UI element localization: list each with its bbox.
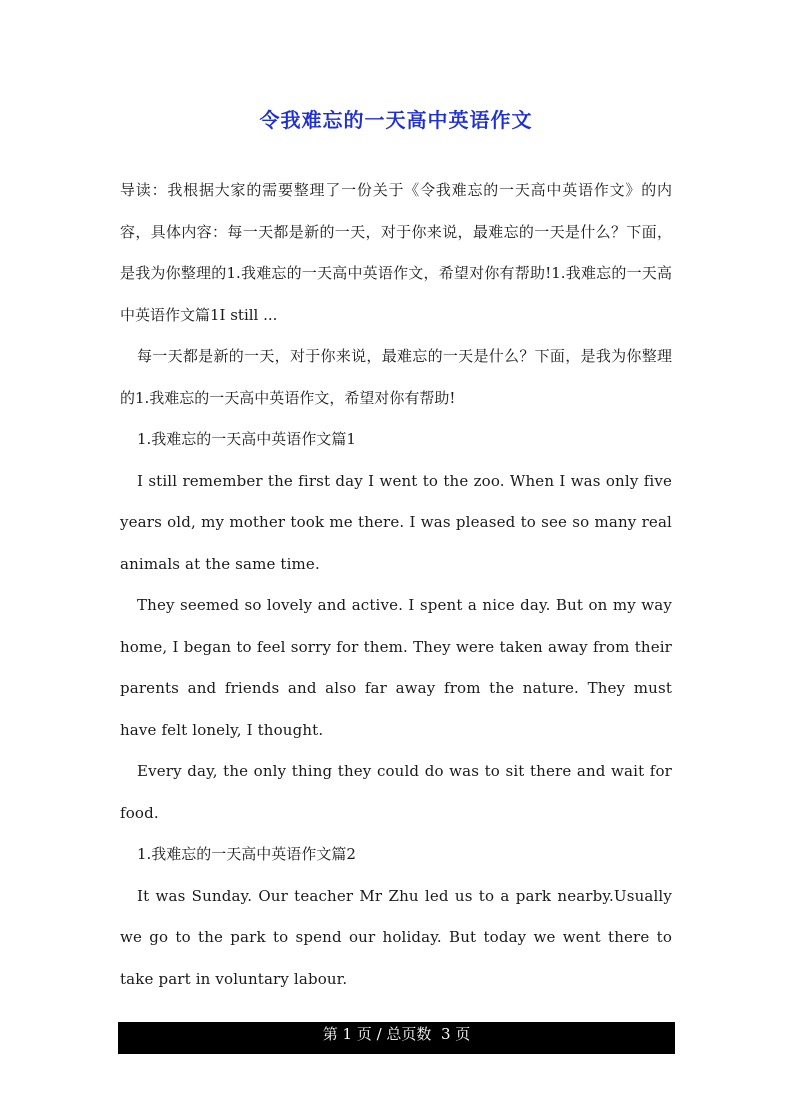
essay-1-paragraph-3: Every day, the only thing they could do was to sit there and wait for food. <box>120 762 672 822</box>
essay-1-paragraph-2: They seemed so lovely and active. I spent a nice day. But on my way home, I began to feel sorry for them. They were taken away from their parents and friends and also far away from the nature. They must have felt lonely, I thought. <box>120 596 672 739</box>
essay-2-heading: 1.我难忘的一天高中英语作文篇2 <box>137 845 356 863</box>
essay-1-paragraph-1: I still remember the first day I went to the zoo. When I was only five years old, my mother took me there. I was pleased to see so many real animals at the same time. <box>120 471 672 573</box>
document-body <box>120 170 672 1000</box>
essay-1-heading: 1.我难忘的一天高中英语作文篇1 <box>137 430 356 448</box>
essay-2-paragraph-1: It was Sunday. Our teacher Mr Zhu led us to a park nearby.Usually we go to the park to spend our holiday. But today we went there to take part in voluntary labour. <box>120 886 672 988</box>
intro-paragraph: 导读：我根据大家的需要整理了一份关于《令我难忘的一天高中英语作文》的内容，具体内容：每一天都是新的一天，对于你来说，最难忘的一天是什么？下面，是我为你整理的1.我难忘的一天高中英语作文，希望对你有帮助!1.我难忘的一天高中英语作文篇1I still ... <box>120 181 672 324</box>
summary-paragraph: 每一天都是新的一天，对于你来说，最难忘的一天是什么？下面，是我为你整理的1.我难忘的一天高中英语作文，希望对你有帮助! <box>120 347 672 407</box>
page-number-text: 第 1 页 / 总页数 3 页 <box>322 1025 471 1043</box>
page-footer <box>118 1022 675 1054</box>
document-title: 令我难忘的一天高中英语作文 <box>259 108 533 132</box>
